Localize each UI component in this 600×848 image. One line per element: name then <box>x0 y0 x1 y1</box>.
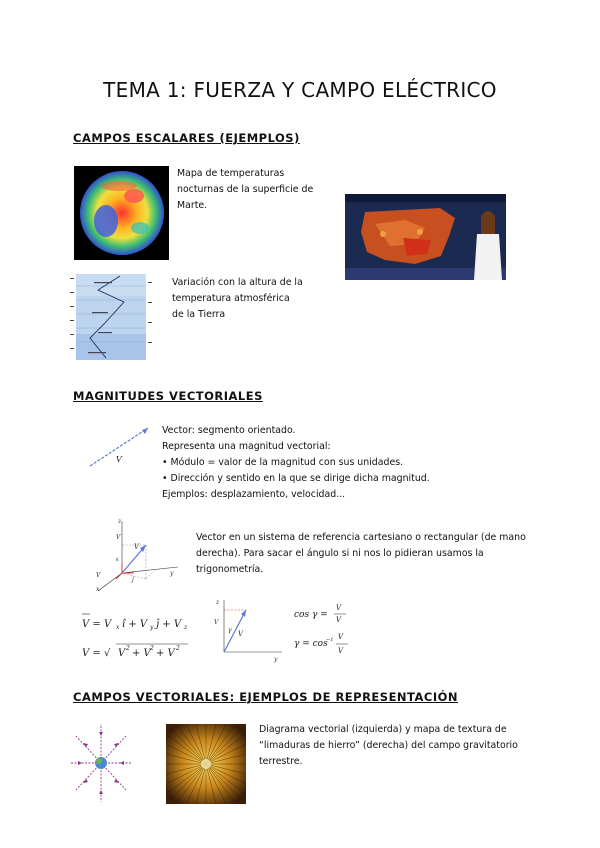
svg-text:−1: −1 <box>326 637 334 643</box>
svg-text:+ V: + V <box>156 648 175 659</box>
svg-text:V: V <box>116 534 121 541</box>
vector-projection-figure <box>212 596 284 664</box>
vector-label: V <box>116 455 122 464</box>
mars-caption <box>177 166 313 214</box>
svg-text:y: y <box>274 656 278 663</box>
page-title: TEMA 1: FUERZA Y CAMPO ELÉCTRICO <box>103 78 497 102</box>
svg-text:x: x <box>96 586 100 593</box>
gravity-vector-field-diagram <box>68 722 134 804</box>
svg-text:y: y <box>170 570 174 577</box>
iron-filings-texture-image <box>166 724 246 804</box>
atmosphere-temperature-chart-image <box>68 272 154 364</box>
svg-text:γ: γ <box>228 627 232 634</box>
vector-component-formulas <box>80 610 190 665</box>
svg-text:V: V <box>336 616 342 624</box>
definition-bullet: • Módulo = valor de la magnitud con sus unidades. <box>162 455 430 471</box>
svg-text:V: V <box>338 633 344 641</box>
svg-text:V: V <box>338 647 344 655</box>
svg-text:2: 2 <box>126 645 130 652</box>
cartesian-line: trigonometría. <box>196 564 264 575</box>
svg-text:y: y <box>150 624 154 631</box>
vector-fields-caption-line: “limaduras de hierro” (derecha) del campo gravitatorio <box>259 740 518 751</box>
atmosphere-caption <box>172 275 303 323</box>
vector-segment-figure <box>86 422 156 472</box>
section-heading-scalar-fields: CAMPOS ESCALARES (EJEMPLOS) <box>73 131 300 145</box>
section-heading-vector-fields: CAMPOS VECTORIALES: EJEMPLOS DE REPRESENTACIÓN <box>73 690 459 704</box>
mars-temperature-map-image <box>74 166 169 260</box>
section-heading-vector-magnitudes: MAGNITUDES VECTORIALES <box>73 389 263 403</box>
svg-text:ĵ + V: ĵ + V <box>156 619 182 630</box>
svg-text:z: z <box>118 518 122 525</box>
svg-text:2: 2 <box>150 645 154 652</box>
atmosphere-caption-line: temperatura atmosférica <box>172 293 290 304</box>
svg-text:cos γ =: cos γ = <box>294 610 328 620</box>
atmosphere-caption-line: Variación con la altura de la <box>172 277 303 288</box>
svg-text:V: V <box>134 543 140 551</box>
atmosphere-caption-line: de la Tierra <box>172 309 226 320</box>
svg-text:x: x <box>116 624 120 631</box>
weather-forecast-map-image <box>345 194 506 280</box>
vector-fields-caption-line: Diagrama vectorial (izquierda) y mapa de textura de <box>259 724 507 735</box>
svg-text:V = √: V = √ <box>82 648 111 659</box>
cartesian-3d-vector-figure <box>88 515 183 595</box>
svg-text:V: V <box>336 604 342 612</box>
mars-caption-line: Mapa de temperaturas <box>177 168 285 179</box>
vector-fields-caption-line: terrestre. <box>259 756 303 767</box>
svg-text:z: z <box>184 624 188 631</box>
angle-formulas <box>292 600 372 660</box>
svg-text:V: V <box>118 648 126 659</box>
svg-text:V: V <box>238 630 244 638</box>
svg-text:j: j <box>132 576 134 583</box>
svg-text:+ V: + V <box>132 648 151 659</box>
vector-fields-caption <box>259 722 559 770</box>
definition-bullet: • Dirección y sentido en la que se dirige dicha magnitud. <box>162 471 430 487</box>
svg-text:V = V: V = V <box>82 619 112 630</box>
cartesian-line: Vector en un sistema de referencia cartesiano o rectangular (de mano <box>196 532 526 543</box>
mars-caption-line: nocturnas de la superficie de <box>177 184 314 195</box>
definition-line: Representa una magnitud vectorial: <box>162 441 331 452</box>
definition-line: Ejemplos: desplazamiento, velocidad... <box>162 489 346 500</box>
cartesian-line: derecha). Para sacar el ángulo si ni nos lo pidieran usamos la <box>196 548 484 559</box>
svg-text:γ = cos: γ = cos <box>294 639 328 649</box>
svg-text:k: k <box>116 557 120 563</box>
definition-line: Vector: segmento orientado. <box>162 425 296 436</box>
svg-text:z: z <box>216 599 220 606</box>
cartesian-description <box>196 530 526 578</box>
vector-definition <box>162 423 430 503</box>
svg-text:î + V: î + V <box>122 619 148 630</box>
svg-text:2: 2 <box>176 645 180 652</box>
mars-caption-line: Marte. <box>177 200 208 211</box>
svg-text:V: V <box>214 619 219 626</box>
svg-text:V: V <box>96 572 101 579</box>
